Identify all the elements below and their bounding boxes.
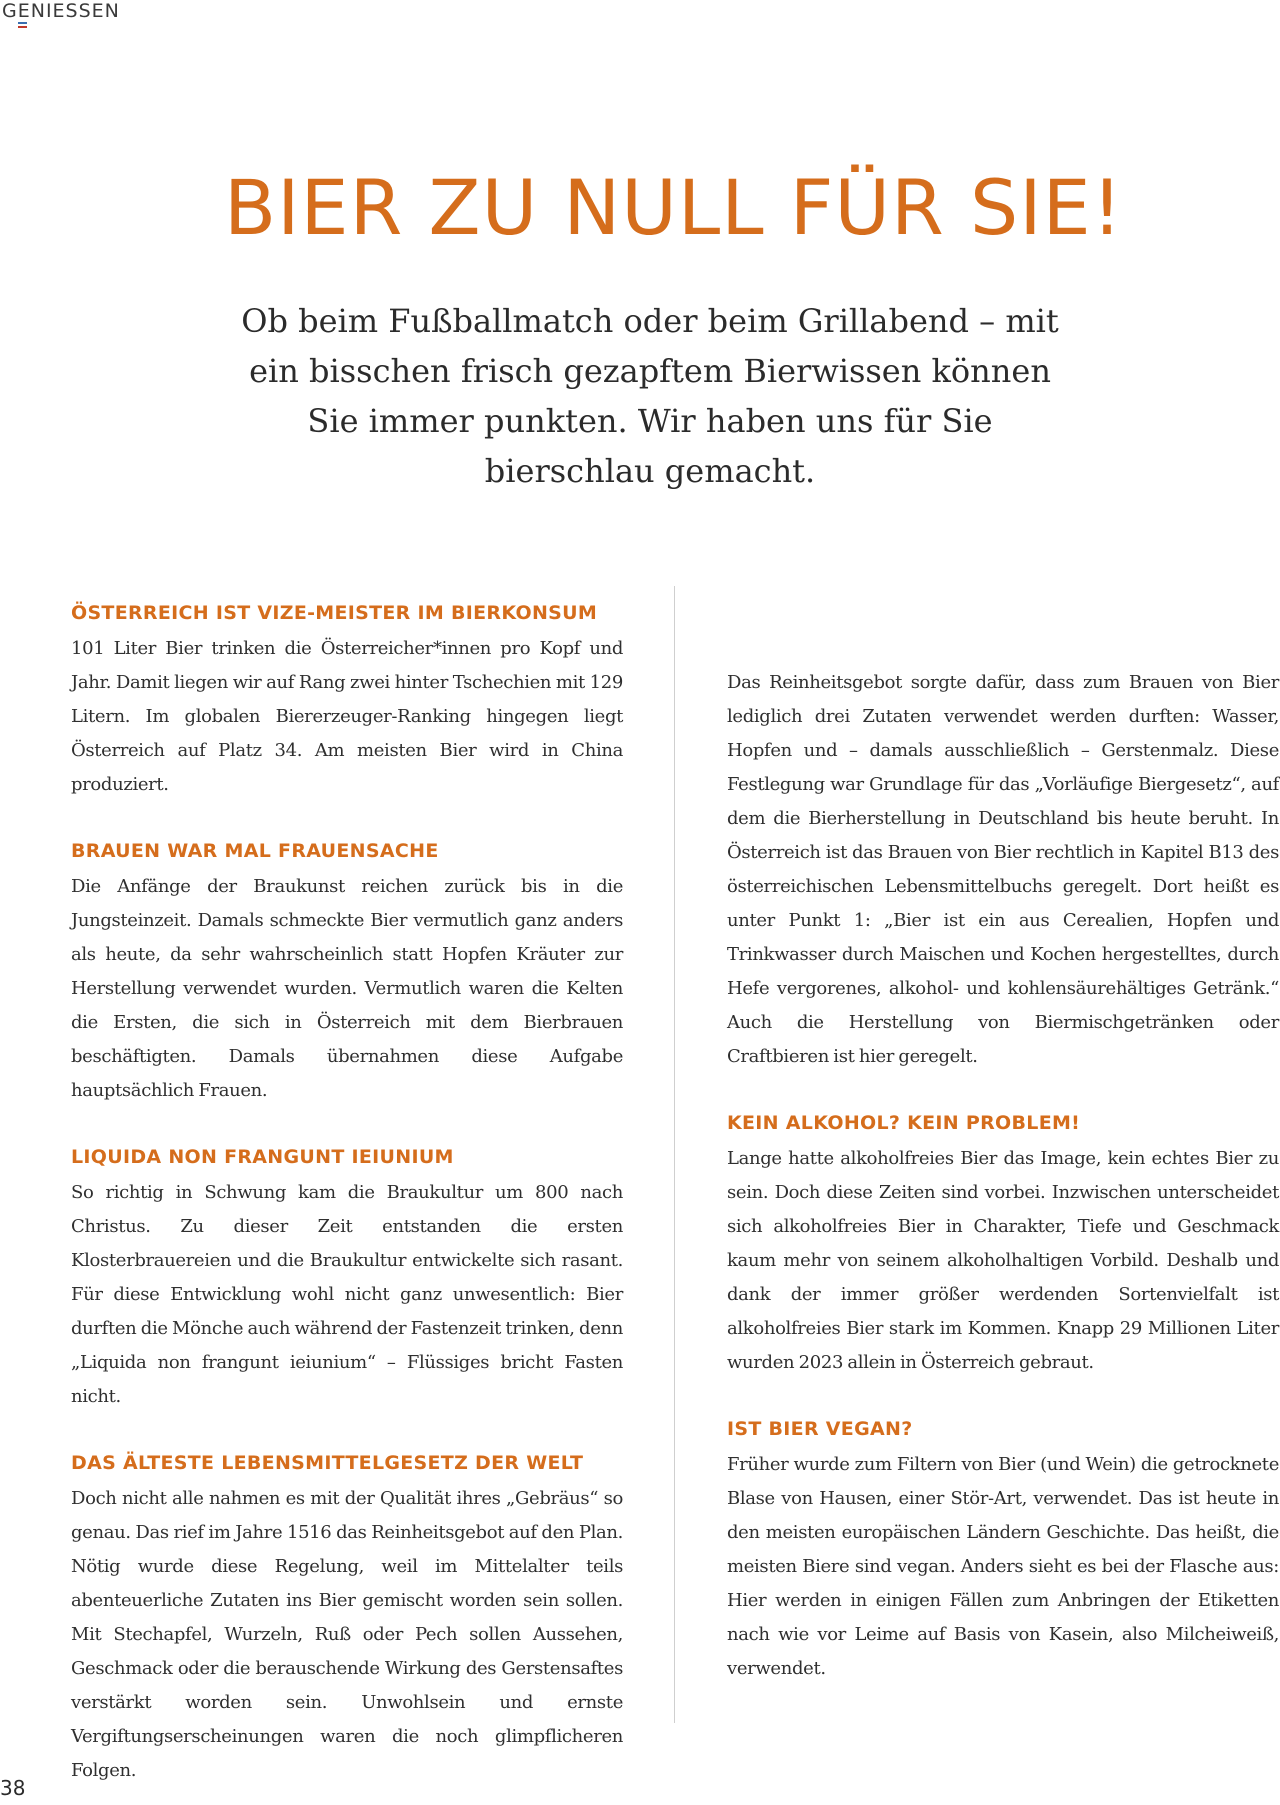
article-section — [727, 598, 1279, 1074]
article-lead: Ob beim Fußballmatch oder beim Grillabend – mit ein bisschen frisch gezapftem Bierwissen können Sie immer punkten. Wir haben uns für Sie bierschlau gemacht. — [241, 302, 1059, 490]
section-heading: KEIN ALKOHOL? KEIN PROBLEM! — [727, 1112, 1081, 1134]
section-heading: DAS ÄLTESTE LEBENSMITTELGESETZ DER WELT — [71, 1452, 584, 1474]
section-heading: ÖSTERREICH IST VIZE-MEISTER IM BIERKONSUM — [71, 602, 598, 624]
section-marker-icon — [18, 22, 27, 28]
section-text: 101 Liter Bier trinken die Österreicher*innen pro Kopf und Jahr. Damit liegen wir auf Rang zwei hinter Tschechien mit 129 Litern. Im globalen Biererzeuger-Ranking hingegen liegt Österreich auf Platz 34. Am meisten Bier wird in China produziert. — [71, 638, 623, 795]
article-section — [71, 1142, 623, 1414]
page-number: 38 — [0, 1776, 26, 1800]
section-text: Früher wurde zum Filtern von Bier (und Wein) die getrocknete Blase von Hausen, einer Stör-Art, verwendet. Das ist heute in den meisten europäischen Ländern Geschichte. Das heißt, die meisten Biere sind vegan. Anders sieht es bei der Flasche aus: Hier werden in einigen Fällen zum Anbringen der Etiketten nach wie vor Leime auf Basis von Kasein, also Milcheiweiß, verwendet. — [727, 1454, 1279, 1679]
article-section — [727, 1414, 1279, 1686]
section-text: Die Anfänge der Braukunst reichen zurück bis in die Jungsteinzeit. Damals schmeckte Bier vermutlich ganz anders als heute, da sehr wahrscheinlich statt Hopfen Kräuter zur Herstellung verwendet wurden. Vermutlich waren die Kelten die Ersten, die sich in Österreich mit dem Bierbrauen beschäftigten. Damals übernahmen diese Aufgabe hauptsächlich Frauen. — [71, 876, 623, 1101]
article-title: BIER ZU NULL FÜR SIE! — [224, 163, 1124, 252]
article-section — [727, 1108, 1279, 1380]
section-heading: LIQUIDA NON FRANGUNT IEIUNIUM — [71, 1146, 454, 1168]
section-text: So richtig in Schwung kam die Braukultur um 800 nach Christus. Zu dieser Zeit entstanden die ersten Klosterbrauereien und die Braukultur entwickelte sich rasant. Für diese Entwicklung wohl nicht ganz unwesentlich: Bier durften die Mönche auch während der Fastenzeit trinken, denn „Liquida non frangunt ieiunium“ – Flüssiges bricht Fasten nicht. — [71, 1182, 623, 1407]
column-divider — [674, 586, 675, 1723]
section-label: GENIESSEN — [2, 0, 120, 22]
article-section — [71, 1448, 623, 1788]
article-section — [71, 836, 623, 1108]
section-text: Lange hatte alkoholfreies Bier das Image, kein echtes Bier zu sein. Doch diese Zeiten sind vorbei. Inzwischen unterscheidet sich alkoholfreies Bier in Charakter, Tiefe und Geschmack kaum mehr von seinem alkoholhaltigen Vorbild. Deshalb und dank der immer größer werdenden Sortenvielfalt ist alkoholfreies Bier stark im Kommen. Knapp 29 Millionen Liter wurden 2023 allein in Österreich gebraut. — [727, 1148, 1279, 1373]
article-section — [71, 598, 623, 802]
section-text: Doch nicht alle nahmen es mit der Qualität ihres „Gebräus“ so genau. Das rief im Jahre 1516 das Reinheitsgebot auf den Plan. Nötig wurde diese Regelung, weil im Mittelalter teils abenteuerliche Zutaten ins Bier gemischt worden sein sollen. Mit Stechapfel, Wurzeln, Ruß oder Pech sollen Aussehen, Geschmack oder die berauschende Wirkung des Gerstensaftes verstärkt worden sein. Unwohlsein und ernste Vergiftungserscheinungen waren die noch glimpflicheren Folgen. — [71, 1488, 623, 1781]
left-column — [71, 598, 623, 1788]
section-heading: IST BIER VEGAN? — [727, 1418, 913, 1440]
right-column — [727, 598, 1279, 1686]
section-heading: BRAUEN WAR MAL FRAUENSACHE — [71, 840, 439, 862]
section-text: Das Reinheitsgebot sorgte dafür, dass zum Brauen von Bier lediglich drei Zutaten verwendet werden durften: Wasser, Hopfen und – damals ausschließlich – Gerstenmalz. Diese Festlegung war Grundlage für das „Vorläufige Biergesetz“, auf dem die Bierherstellung in Deutschland bis heute beruht. In Österreich ist das Brauen von Bier rechtlich in Kapitel B13 des österreichischen Lebensmittelbuchs geregelt. Dort heißt es unter Punkt 1: „Bier ist ein aus Cerealien, Hopfen und Trinkwasser durch Maischen und Kochen hergestelltes, durch Hefe vergorenes, alkohol- und kohlensäurehältiges Getränk.“ Auch die Herstellung von Biermischgetränken oder Craftbieren ist hier geregelt. — [727, 672, 1279, 1067]
